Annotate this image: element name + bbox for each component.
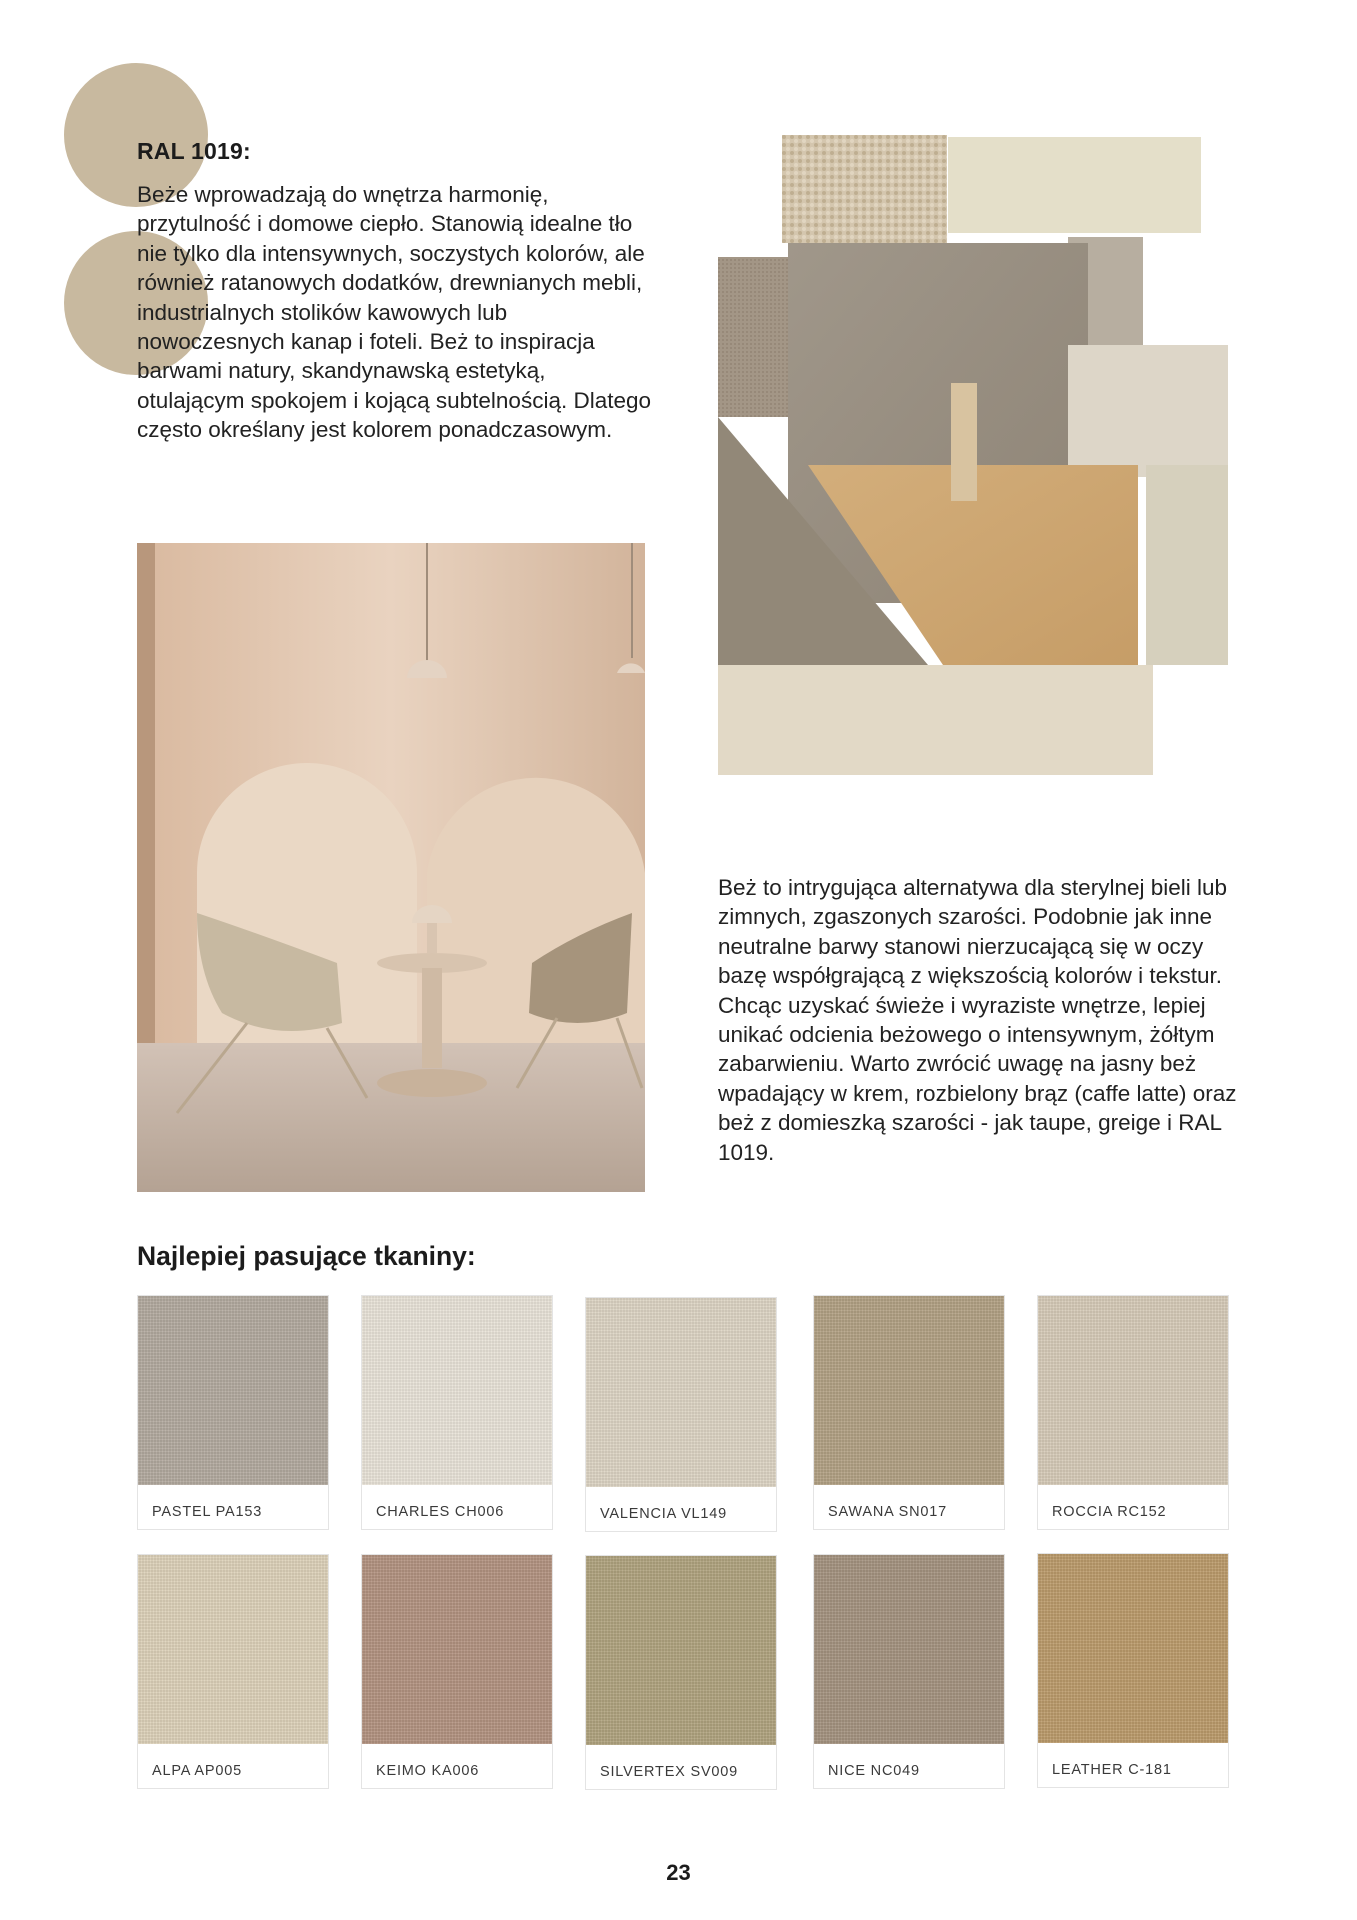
- fabric-swatch: [1037, 1553, 1229, 1788]
- interior-photo: [137, 543, 645, 1192]
- swatch-texture: [586, 1298, 776, 1487]
- swatch-label: ROCCIA RC152: [1052, 1504, 1167, 1520]
- swatch-texture: [362, 1296, 552, 1485]
- swatch-texture: [814, 1555, 1004, 1744]
- fabric-swatch: [137, 1295, 329, 1530]
- swatch-label: CHARLES CH006: [376, 1504, 505, 1520]
- fabric-swatch: [361, 1554, 553, 1789]
- fabric-swatch: [813, 1554, 1005, 1789]
- swatch-texture: [586, 1556, 776, 1745]
- page-number: 23: [666, 1860, 691, 1885]
- swatch-texture: [138, 1555, 328, 1744]
- fabric-swatch: [137, 1554, 329, 1789]
- swatch-label: VALENCIA VL149: [600, 1506, 728, 1522]
- fabric-swatch: [585, 1555, 777, 1790]
- intro-paragraph: Beże wprowadzają do wnętrza harmonię, przytulność i domowe ciepło. Stanowią idealne tło nie tylko dla intensywnych, soczystych kolorów, ale również ratanowych dodatków, drewnianych mebli, industrialnych stolików kawowych lub nowoczesnych kanap i foteli. Beż to inspiracja barwami natury, skandynawską estetyką, otulającym spokojem i kojącą subtelnością. Dlatego często określany jest kolorem ponadczasowym.: [137, 182, 652, 443]
- swatch-label: SAWANA SN017: [828, 1504, 947, 1520]
- swatch-label: LEATHER C-181: [1052, 1762, 1172, 1778]
- fabric-swatch: [813, 1295, 1005, 1530]
- swatch-label: NICE NC049: [828, 1763, 920, 1779]
- swatch-texture: [138, 1296, 328, 1485]
- fabric-moodboard-image: [718, 135, 1228, 775]
- fabric-swatch: [361, 1295, 553, 1530]
- fabric-swatch: [1037, 1295, 1229, 1530]
- fabrics-section-title: Najlepiej pasujące tkaniny:: [137, 1241, 476, 1271]
- swatch-texture: [1038, 1554, 1228, 1743]
- swatch-label: SILVERTEX SV009: [600, 1764, 739, 1780]
- swatch-texture: [814, 1296, 1004, 1485]
- swatch-label: ALPA AP005: [152, 1763, 242, 1779]
- fabric-swatch: [585, 1297, 777, 1532]
- ral-heading: RAL 1019:: [137, 138, 251, 164]
- swatch-texture: [362, 1555, 552, 1744]
- beige-description-paragraph: Beż to intrygująca alternatywa dla sterylnej bieli lub zimnych, zgaszonych szarości. Podobnie jak inne neutralne barwy stanowi nierzucającą się w oczy bazę współgrającą z większością kolorów i tekstur. Chcąc uzyskać świeże i wyraziste wnętrze, lepiej unikać odcienia beżowego o intensywnym, żółtym zabarwieniu. Warto zwrócić uwagę na jasny beż wpadający w krem, rozbielony brąz (caffe latte) oraz beż z domieszką szarości - jak taupe, greige i RAL 1019.: [718, 875, 1237, 1165]
- swatch-label: PASTEL PA153: [152, 1504, 263, 1520]
- swatch-label: KEIMO KA006: [376, 1763, 480, 1779]
- swatch-texture: [1038, 1296, 1228, 1485]
